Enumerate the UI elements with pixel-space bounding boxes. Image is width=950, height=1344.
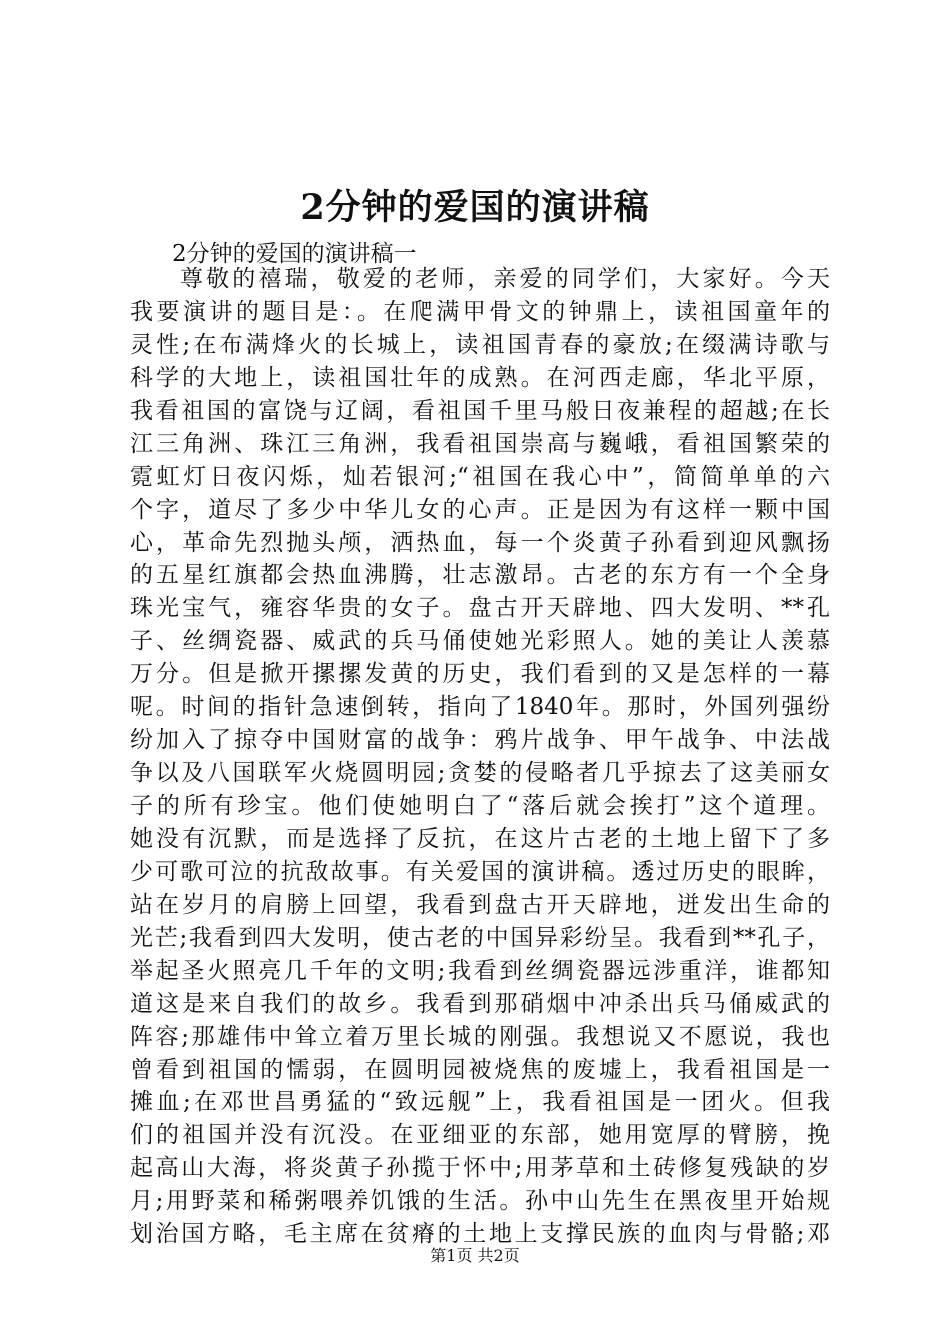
body-line: 站在岁月的肩膀上回望，我看到盘古开天辟地，迸发出生命的	[130, 891, 830, 918]
body-line: 道这是来自我们的故乡。我看到那硝烟中冲杀出兵马俑威武的	[130, 990, 830, 1017]
body-line: 少可歌可泣的抗敌故事。有关爱国的演讲稿。透过历史的眼眸，	[130, 858, 830, 885]
body-line: 尊敬的禧瑞，敬爱的老师，亲爱的同学们，大家好。今天	[180, 266, 830, 292]
body-line: 她没有沉默，而是选择了反抗，在这片古老的土地上留下了多	[130, 825, 830, 852]
document-body	[130, 263, 830, 1251]
body-line: 霓虹灯日夜闪烁，灿若银河;“祖国在我心中”，简简单单的六	[130, 463, 830, 490]
body-line: 万分。但是掀开摞摞发黄的历史，我们看到的又是怎样的一幕	[130, 661, 830, 688]
body-line: 子、丝绸瓷器、威武的兵马俑使她光彩照人。她的美让人羡慕	[130, 628, 830, 655]
body-line: 我看祖国的富饶与辽阔，看祖国千里马般日夜兼程的超越;在长	[130, 397, 830, 424]
page-footer: 第1页 共2页	[430, 1246, 520, 1265]
body-line: 举起圣火照亮几千年的文明;我看到丝绸瓷器远涉重洋，谁都知	[130, 957, 830, 984]
body-line: 起高山大海，将炎黄子孙揽于怀中;用茅草和土砖修复残缺的岁	[130, 1155, 830, 1182]
body-line: 划治国方略，毛主席在贫瘠的土地上支撑民族的血肉与骨骼;邓	[130, 1221, 830, 1248]
document-subtitle: 2分钟的爱国的演讲稿一	[172, 241, 417, 267]
body-line: 我要演讲的题目是：。在爬满甲骨文的钟鼎上，读祖国童年的	[130, 298, 830, 325]
body-line: 们的祖国并没有沉没。在亚细亚的东部，她用宽厚的臂膀，挽	[130, 1122, 830, 1149]
body-line: 光芒;我看到四大发明，使古老的中国异彩纷呈。我看到**孔子，	[130, 924, 830, 951]
document-title: 2分钟的爱国的演讲稿	[300, 187, 650, 228]
body-line: 呢。时间的指针急速倒转，指向了1840年。那时，外国列强纷	[130, 694, 830, 721]
body-line: 摊血;在邓世昌勇猛的“致远舰”上，我看祖国是一团火。但我	[130, 1089, 830, 1116]
body-line: 珠光宝气，雍容华贵的女子。盘古开天辟地、四大发明、**孔	[130, 595, 830, 622]
body-line: 争以及八国联军火烧圆明园;贪婪的侵略者几乎掠去了这美丽女	[130, 760, 830, 787]
body-line: 江三角洲、珠江三角洲，我看祖国崇高与巍峨，看祖国繁荣的	[130, 430, 830, 457]
body-line: 纷加入了掠夺中国财富的战争：鸦片战争、甲午战争、中法战	[130, 727, 830, 754]
body-line: 科学的大地上，读祖国壮年的成熟。在河西走廊，华北平原，	[130, 364, 830, 391]
body-line: 阵容;那雄伟中耸立着万里长城的刚强。我想说又不愿说，我也	[130, 1023, 830, 1050]
body-line: 灵性;在布满烽火的长城上，读祖国青春的豪放;在缀满诗歌与	[130, 331, 830, 358]
body-line: 子的所有珍宝。他们使她明白了“落后就会挨打”这个道理。	[130, 793, 830, 819]
body-line: 月;用野菜和稀粥喂养饥饿的生活。孙中山先生在黑夜里开始规	[130, 1188, 830, 1215]
body-line: 个字，道尽了多少中华儿女的心声。正是因为有这样一颗中国	[130, 496, 830, 523]
body-line: 曾看到祖国的懦弱，在圆明园被烧焦的废墟上，我看祖国是一	[130, 1056, 830, 1083]
body-line: 心，革命先烈抛头颅，洒热血，每一个炎黄子孙看到迎风飘扬	[130, 529, 830, 556]
body-line: 的五星红旗都会热血沸腾，壮志激昂。古老的东方有一个全身	[130, 562, 830, 589]
